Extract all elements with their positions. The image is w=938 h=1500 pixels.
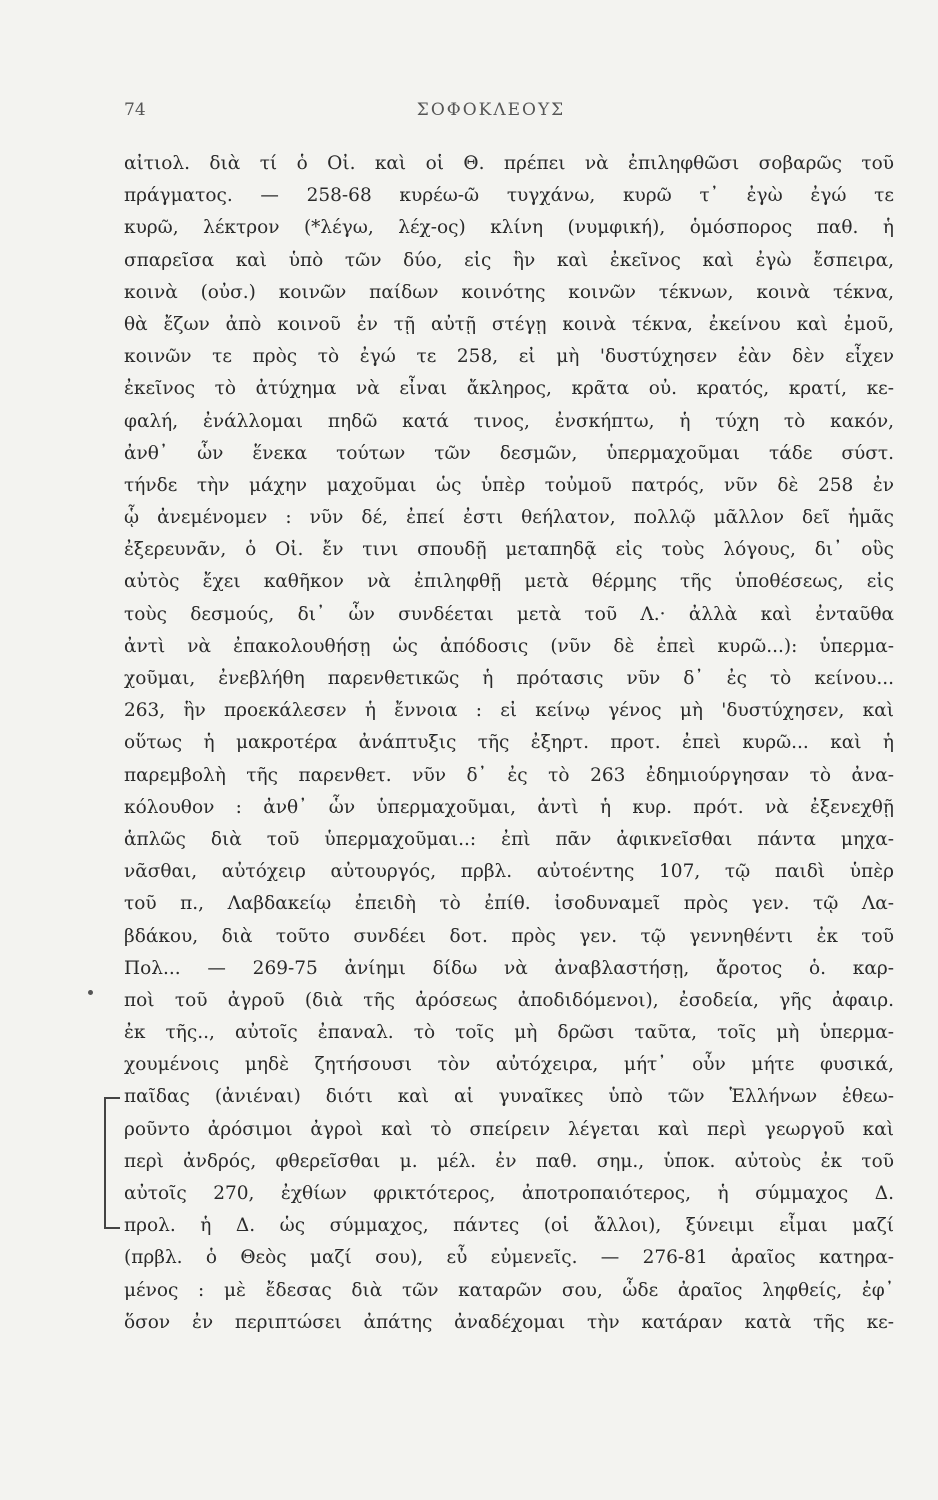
text-line: τοῦ π., Λαβδακείῳ ἐπειδὴ τὸ ἐπίθ. ἰσοδυναμεῖ πρὸς γεν. τῷ Λα- bbox=[124, 893, 894, 915]
text-line: χουμένοις μηδὲ ζητήσουσι τὸν αὐτόχειρα, μήτ᾽ οὖν μήτε φυσικά, bbox=[124, 1054, 894, 1076]
text-line: τοὺς δεσμούς, δι᾽ ὧν συνδέεται μετὰ τοῦ Λ.· ἀλλὰ καὶ ἐνταῦθα bbox=[124, 603, 894, 625]
text-line: ἐξερευνᾶν, ὁ Οἰ. ἔν τινι σπουδῇ μεταπηδᾷ εἰς τοὺς λόγους, δι᾽ οὓς bbox=[124, 539, 894, 561]
running-head: ΣΟΦΟΚΛΕΟΥΣ bbox=[416, 100, 566, 120]
text-line: χοῦμαι, ἐνεβλήθη παρενθετικῶς ἡ πρότασις νῦν δ᾽ ἐς τὸ κείνου... bbox=[124, 668, 894, 689]
text-line: παρεμβολὴ τῆς παρενθετ. νῦν δ᾽ ἐς τὸ 263 ἐδημιούργησαν τὸ ἀνα- bbox=[124, 764, 894, 786]
text-line: νᾶσθαι, αὐτόχειρ αὐτουργός, πρβλ. αὐτοέντης 107, τῷ παιδὶ ὑπὲρ bbox=[124, 861, 894, 883]
commentary-text bbox=[124, 148, 894, 1339]
text-line: (πρβλ. ὁ Θεὸς μαζί σου), εὖ εὐμενεῖς. — 276-81 ἀραῖος κατηρα- bbox=[124, 1247, 894, 1269]
text-line: αὐτὸς ἔχει καθῆκον νὰ ἐπιληφθῇ μετὰ θέρμης τῆς ὑποθέσεως, εἰς bbox=[124, 571, 894, 593]
text-line: βδάκου, διὰ τοῦτο συνδέει δοτ. πρὸς γεν. τῷ γεννηθέντι ἐκ τοῦ bbox=[124, 925, 894, 947]
text-line: ἐκεῖνος τὸ ἀτύχημα νὰ εἶναι ἄκληρος, κρᾶτα οὐ. κρατός, κρατί, κε- bbox=[124, 378, 894, 400]
text-line: Πολ... — 269-75 ἀνίημι δίδω νὰ ἀναβλαστήσῃ, ἄροτος ὁ. καρ- bbox=[124, 957, 894, 979]
text-line: ἀνθ᾽ ὧν ἕνεκα τούτων τῶν δεσμῶν, ὑπερμαχοῦμαι τάδε σύστ. bbox=[124, 442, 894, 464]
text-line: αὐτοῖς 270, ἐχθίων φρικτότερος, ἀποτροπαιότερος, ἡ σύμμαχος Δ. bbox=[124, 1183, 894, 1204]
text-line: παῖδας (ἀνιέναι) διότι καὶ αἱ γυναῖκες ὑπὸ τῶν Ἑλλήνων ἐθεω- bbox=[124, 1086, 894, 1108]
text-line: πράγματος. — 258-68 κυρέω-ῶ τυγχάνω, κυρῶ τ᾽ ἐγὼ ἐγώ τε bbox=[124, 185, 894, 207]
text-line: κοινῶν τε πρὸς τὸ ἐγώ τε 258, εἰ μὴ 'δυστύχησεν ἐὰν δὲν εἶχεν bbox=[124, 346, 894, 368]
text-line: 263, ἣν προεκάλεσεν ἡ ἔννοια : εἰ κείνῳ γένος μὴ 'δυστύχησεν, καὶ bbox=[124, 700, 894, 722]
text-line: κυρῶ, λέκτρον (*λέγω, λέχ-ος) κλίνη (νυμφική), ὁμόσπορος παθ. ἡ bbox=[124, 217, 894, 239]
text-line: ἐκ τῆς.., αὐτοῖς ἐπαναλ. τὸ τοῖς μὴ δρῶσι ταῦτα, τοῖς μὴ ὑπερμα- bbox=[124, 1022, 894, 1044]
margin-bracket bbox=[104, 1097, 120, 1229]
text-line: ἁπλῶς διὰ τοῦ ὑπερμαχοῦμαι..: ἐπὶ πᾶν ἀφικνεῖσθαι πάντα μηχα- bbox=[124, 828, 894, 850]
text-line: ὅσον ἐν περιπτώσει ἀπάτης ἀναδέχομαι τὴν κατάραν κατὰ τῆς κε- bbox=[124, 1311, 894, 1333]
page-number: 74 bbox=[124, 100, 146, 120]
text-line: περὶ ἀνδρός, φθερεῖσθαι μ. μέλ. ἐν παθ. σημ., ὑποκ. αὐτοὺς ἐκ τοῦ bbox=[124, 1150, 894, 1172]
text-line: τήνδε τὴν μάχην μαχοῦμαι ὡς ὑπὲρ τοὐμοῦ πατρός, νῦν δὲ 258 ἐν bbox=[124, 474, 894, 496]
text-line: οὕτως ἡ μακροτέρα ἀνάπτυξις τῆς ἐξηρτ. προτ. ἐπεὶ κυρῶ... καὶ ἡ bbox=[124, 732, 894, 754]
text-line: κοινὰ (οὐσ.) κοινῶν παίδων κοινότης κοινῶν τέκνων, κοινὰ τέκνα, bbox=[124, 281, 894, 303]
text-line: ποὶ τοῦ ἀγροῦ (διὰ τῆς ἀρόσεως ἀποδιδόμενοι), ἐσοδεία, γῆς ἀφαιρ. bbox=[124, 989, 894, 1011]
text-line: ἀντὶ νὰ ἐπακολουθήσῃ ὡς ἀπόδοσις (νῦν δὲ ἐπεὶ κυρῶ...): ὑπερμα- bbox=[124, 635, 894, 657]
text-line: αἰτιολ. διὰ τί ὁ Οἰ. καὶ οἱ Θ. πρέπει νὰ ἐπιληφθῶσι σοβαρῶς τοῦ bbox=[124, 153, 894, 174]
text-line: προλ. ἡ Δ. ὡς σύμμαχος, πάντες (οἱ ἄλλοι), ξύνειμι εἶμαι μαζί bbox=[124, 1215, 894, 1237]
text-line: μένος : μὲ ἔδεσας διὰ τῶν καταρῶν σου, ὧδε ἀραῖος ληφθείς, ἐφ᾽ bbox=[124, 1279, 894, 1301]
text-line: φαλή, ἐνάλλομαι πηδῶ κατά τινος, ἐνσκήπτω, ἡ τύχη τὸ κακόν, bbox=[124, 410, 894, 432]
margin-mark bbox=[88, 990, 93, 995]
text-line: ροῦντο ἀρόσιμοι ἀγροὶ καὶ τὸ σπείρειν λέγεται καὶ περὶ γεωργοῦ καὶ bbox=[124, 1118, 894, 1140]
text-line: θὰ ἔζων ἀπὸ κοινοῦ ἐν τῇ αὐτῇ στέγῃ κοινὰ τέκνα, ἐκείνου καὶ ἐμοῦ, bbox=[124, 313, 894, 335]
text-line: κόλουθον : ἀνθ᾽ ὧν ὑπερμαχοῦμαι, ἀντὶ ἡ κυρ. πρότ. νὰ ἐξενεχθῇ bbox=[124, 796, 894, 818]
page-header bbox=[124, 100, 858, 130]
text-line: σπαρεῖσα καὶ ὑπὸ τῶν δύο, εἰς ἣν καὶ ἐκεῖνος καὶ ἐγὼ ἔσπειρα, bbox=[124, 249, 894, 271]
text-line: ᾧ ἀνεμένομεν : νῦν δέ, ἐπεί ἐστι θεήλατον, πολλῷ μᾶλλον δεῖ ἡμᾶς bbox=[124, 507, 894, 529]
